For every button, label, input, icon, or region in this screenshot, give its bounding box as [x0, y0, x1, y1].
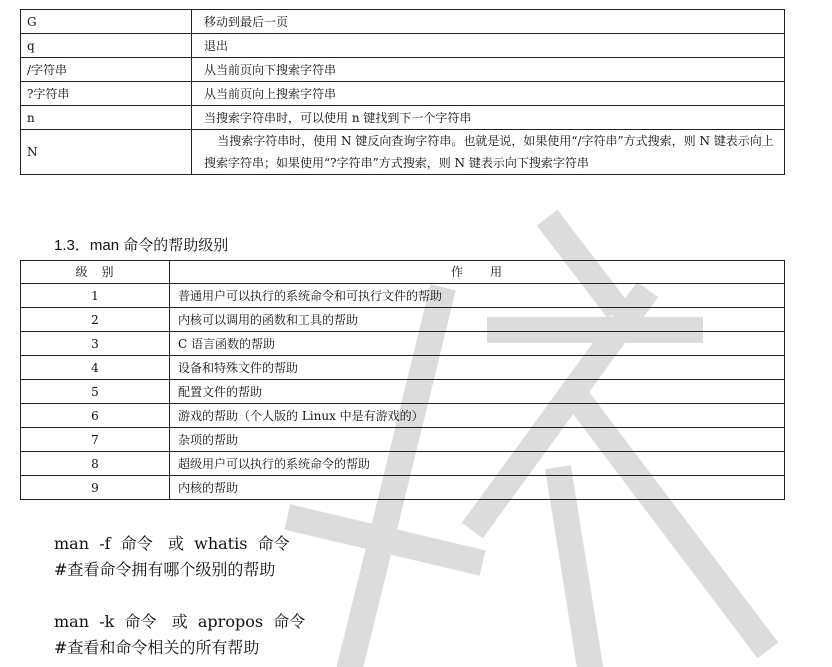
level-cell: 6: [21, 404, 170, 428]
command-comment: #查看命令拥有哪个级别的帮助: [54, 560, 276, 579]
desc-cell: 游戏的帮助（个人版的 Linux 中是有游戏的）: [170, 404, 785, 428]
table-row: [21, 380, 785, 404]
desc-cell: C 语言函数的帮助: [170, 332, 785, 356]
command-comment: #查看和命令相关的所有帮助: [54, 638, 260, 657]
level-cell: 9: [21, 476, 170, 500]
section-heading: 1.3．man 命令的帮助级别: [54, 237, 229, 254]
level-cell: 7: [21, 428, 170, 452]
key-cell: G: [21, 10, 192, 34]
key-table: [20, 9, 785, 175]
level-cell: 5: [21, 380, 170, 404]
column-header-desc: 作 用: [170, 261, 785, 284]
key-cell: /字符串: [21, 58, 192, 82]
desc-cell: 移动到最后一页: [192, 10, 785, 34]
table-row: [21, 356, 785, 380]
desc-text: 当搜索字符串时，使用 N 键反向查询字符串。也就是说，如果使用“/字符串”方式搜索，则 N 键表示向上搜索字符串；如果使用“?字符串”方式搜索，则 N 键表示向下搜索字符串: [204, 134, 774, 170]
command-line: man -k 命令 或 apropos 命令: [54, 612, 306, 631]
desc-cell: 从当前页向上搜索字符串: [192, 82, 785, 106]
table-row: [21, 332, 785, 356]
table-row: [21, 34, 785, 58]
level-cell: 1: [21, 284, 170, 308]
table-row: [21, 82, 785, 106]
desc-cell: 设备和特殊文件的帮助: [170, 356, 785, 380]
table-row: [21, 476, 785, 500]
command-block: [54, 531, 290, 583]
key-cell: n: [21, 106, 192, 130]
table-row: [21, 428, 785, 452]
desc-cell: 内核的帮助: [170, 476, 785, 500]
desc-cell: 退出: [192, 34, 785, 58]
table-row: [21, 10, 785, 34]
table-row: [21, 452, 785, 476]
key-cell: ?字符串: [21, 82, 192, 106]
desc-cell: 普通用户可以执行的系统命令和可执行文件的帮助: [170, 284, 785, 308]
desc-cell: [192, 130, 785, 175]
level-cell: 8: [21, 452, 170, 476]
desc-cell: 杂项的帮助: [170, 428, 785, 452]
command-block: [54, 609, 305, 661]
table-row: [21, 308, 785, 332]
column-header-level: 级 别: [21, 261, 170, 284]
table-row: [21, 130, 785, 175]
command-line: man -f 命令 或 whatis 命令: [54, 534, 290, 553]
table-row: [21, 284, 785, 308]
key-cell: q: [21, 34, 192, 58]
table-row: [21, 58, 785, 82]
table-row: [21, 404, 785, 428]
desc-cell: 超级用户可以执行的系统命令的帮助: [170, 452, 785, 476]
level-cell: 2: [21, 308, 170, 332]
table-header-row: [21, 261, 785, 284]
level-cell: 4: [21, 356, 170, 380]
table-row: [21, 106, 785, 130]
desc-cell: 配置文件的帮助: [170, 380, 785, 404]
desc-cell: 当搜索字符串时，可以使用 n 键找到下一个字符串: [192, 106, 785, 130]
desc-cell: 从当前页向下搜索字符串: [192, 58, 785, 82]
help-level-table: [20, 260, 785, 500]
level-cell: 3: [21, 332, 170, 356]
key-cell: N: [21, 130, 192, 175]
desc-cell: 内核可以调用的函数和工具的帮助: [170, 308, 785, 332]
